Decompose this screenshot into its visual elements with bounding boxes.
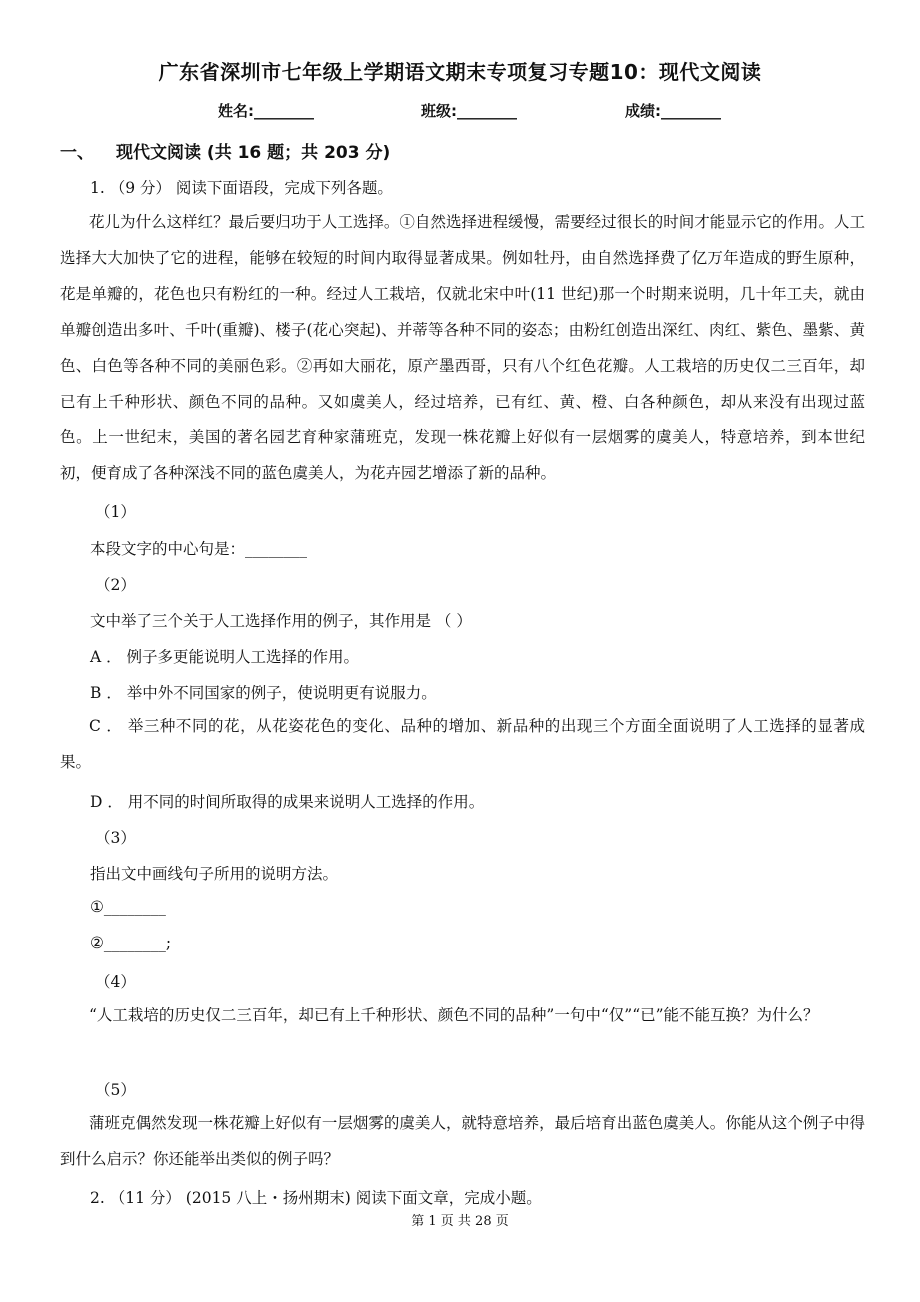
section-number: 一、 (60, 143, 94, 163)
sub-question-1-text: 本段文字的中心句是：________ (90, 540, 308, 558)
sub-question-3-text: 指出文中画线句子所用的说明方法。 (90, 865, 339, 883)
sub-question-2-text: 文中举了三个关于人工选择作用的例子，其作用是 （ ） (90, 612, 472, 630)
sub-question-3-blank-1: ①________ (90, 898, 166, 916)
sub-question-5-body: 蒲班克偶然发现一株花瓣上好似有一层烟雾的虞美人，就特意培养，最后培育出蓝色虞美人。你能从这个例子中得到什么启示？你还能举出类似的例子吗？ (60, 1114, 865, 1168)
section-title: 现代文阅读 (共 16 题；共 203 分) (116, 143, 391, 163)
sub-question-5-label: （5） (95, 1081, 136, 1099)
document-title: 广东省深圳市七年级上学期语文期末专项复习专题10：现代文阅读 (158, 60, 762, 84)
class-field: 班级:________ (421, 102, 517, 120)
section-heading (60, 138, 390, 163)
option-c (60, 709, 865, 781)
sub-question-4-body: “人工栽培的历史仅二三百年，却已有上千种形状、颜色不同的品种”一句中“仅”“已”能不能互换？为什么？ (89, 1006, 819, 1024)
score-field: 成绩:________ (625, 102, 721, 120)
sub-question-2-label: （2） (95, 576, 136, 594)
sub-question-4-text (60, 998, 865, 1034)
option-a: A ． 例子多更能说明人工选择的作用。 (90, 648, 360, 666)
question-1-passage (60, 205, 865, 492)
option-c-text: C ． 举三种不同的花，从花姿花色的变化、品种的增加、新品种的出现三个方面全面说明了人工选择的显著成果。 (60, 717, 865, 771)
sub-question-3-label: （3） (95, 829, 136, 847)
name-field: 姓名:________ (218, 102, 314, 120)
sub-question-3-blank-2: ②________; (90, 934, 172, 952)
sub-question-5-text (60, 1106, 865, 1178)
passage-text: 花儿为什么这样红？最后要归功于人工选择。①自然选择进程缓慢，需要经过很长的时间才能显示它的作用。人工选择大大加快了它的进程，能够在较短的时间内取得显著成果。例如牡丹，由自然选择费了亿万年造成的野生原种，花是单瓣的，花色也只有粉红的一种。经过人工栽培，仅就北宋中叶(11 世纪)那一个时期来说明，几十年工夫，就由单瓣创造出多叶、千叶(重瓣)、楼子(花心突起)、并蒂等各种不同的姿态；由粉红创造出深红、肉红、紫色、墨紫、黄色、白色等各种不同的美丽色彩。②再如大丽花，原产墨西哥，只有八个红色花瓣。人工栽培的历史仅二三百年，却已有上千种形状、颜色不同的品种。又如虞美人，经过培养，已有红、黄、橙、白各种颜色，却从来没有出现过蓝色。上一世纪末，美国的著名园艺育种家蒲班克，发现一株花瓣上好似有一层烟雾的虞美人，特意培养，到本世纪初，便育成了各种深浅不同的蓝色虞美人，为花卉园艺增添了新的品种。 (60, 213, 865, 483)
option-b: B ． 举中外不同国家的例子，使说明更有说服力。 (90, 684, 437, 702)
sub-question-1-label: （1） (95, 503, 136, 521)
question-2-heading: 2. （11 分） (2015 八上・扬州期末) 阅读下面文章，完成小题。 (90, 1189, 542, 1207)
sub-question-4-label: （4） (95, 973, 136, 991)
question-1-heading: 1. （9 分） 阅读下面语段，完成下列各题。 (90, 179, 393, 197)
option-d: D ． 用不同的时间所取得的成果来说明人工选择的作用。 (90, 793, 485, 811)
page-footer: 第 1 页 共 28 页 (411, 1214, 509, 1229)
